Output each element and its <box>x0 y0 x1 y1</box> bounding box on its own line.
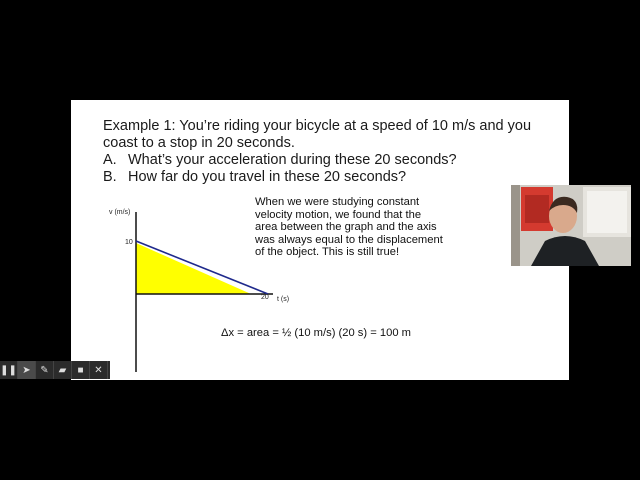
question-b-text: How far do you travel in these 20 seconds? <box>128 169 407 185</box>
x-axis-label: t (s) <box>277 296 290 303</box>
x-tick-label: 20 <box>261 294 269 301</box>
pause-icon: ❚❚ <box>0 364 17 376</box>
camera-icon: ■ <box>77 364 84 376</box>
question-b <box>103 169 406 186</box>
pointer-button[interactable] <box>18 361 36 379</box>
camera-button[interactable] <box>72 361 90 379</box>
pause-button[interactable] <box>0 361 18 379</box>
explanation-note: When we were studying constant velocity motion, we found that the area between the graph and the axis was always equal to the displacement of the object. This is still true! <box>255 196 443 259</box>
highlighter-button[interactable] <box>54 361 72 379</box>
close-icon: ✕ <box>94 364 103 376</box>
pen-button[interactable] <box>36 361 54 379</box>
displacement-area <box>136 243 251 294</box>
annotation-toolbar <box>0 361 110 379</box>
highlighter-icon: ▰ <box>58 364 67 376</box>
presenter-video-icon <box>511 185 631 266</box>
pen-icon: ✎ <box>40 364 49 376</box>
webcam-feed <box>511 185 631 266</box>
y-tick-label: 10 <box>125 239 133 246</box>
pointer-icon: ➤ <box>22 364 31 376</box>
question-a <box>103 152 457 169</box>
question-a-text: What’s your acceleration during these 20 seconds? <box>128 152 457 168</box>
close-button[interactable] <box>90 361 108 379</box>
presentation-slide <box>71 100 569 380</box>
area-equation: Δx = area = ½ (10 m/s) (20 s) = 100 m <box>221 327 411 339</box>
example-line-1: Example 1: You’re riding your bicycle at a speed of 10 m/s and you <box>103 118 532 134</box>
y-axis-label: v (m/s) <box>109 209 131 216</box>
question-b-label: B. <box>103 169 117 185</box>
example-line-2: coast to a stop in 20 seconds. <box>103 135 295 151</box>
question-a-label: A. <box>103 152 117 168</box>
